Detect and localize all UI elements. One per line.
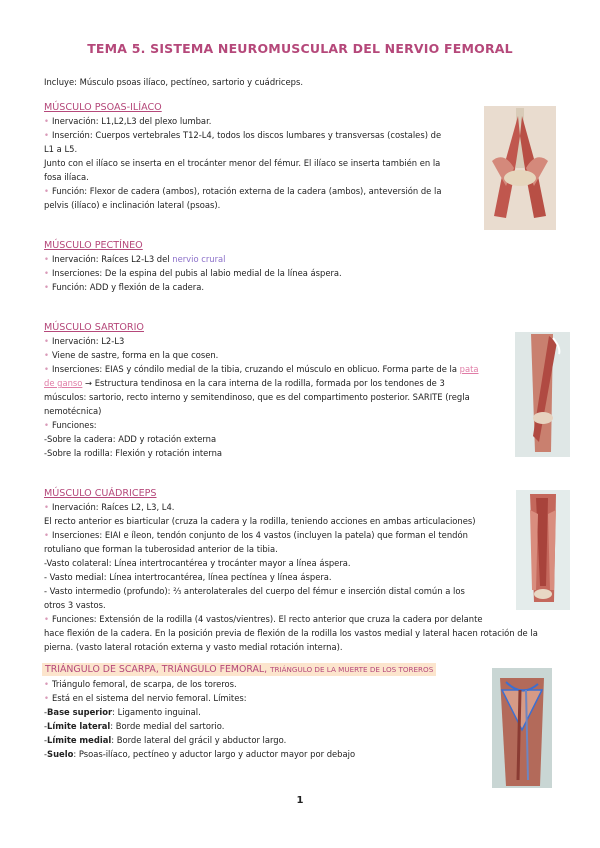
pectineo-line — [44, 281, 204, 294]
sartorio-line: nemotécnica) — [44, 406, 102, 416]
nervio-crural-link[interactable]: nervio crural — [172, 254, 226, 264]
bullet-icon: • — [44, 364, 49, 374]
bullet-icon: • — [44, 614, 49, 624]
scarpa-text: Está en el sistema del nervio femoral. Límites: — [51, 693, 247, 703]
scarpa-text: : Borde lateral del grácil y abductor largo. — [111, 735, 287, 745]
section-heading-scarpa — [42, 663, 436, 676]
psoas-text: Función: Flexor de cadera (ambos), rotación externa de la cadera (ambos), anteversión de la — [51, 186, 442, 196]
scarpa-label: Límite medial — [47, 735, 112, 745]
psoas-line: fosa ilíaca. — [44, 172, 89, 182]
cuadriceps-line: -Vasto colateral: Línea intertrocantérea y trocánter mayor a línea áspera. — [44, 558, 351, 568]
bullet-icon: • — [44, 420, 49, 430]
cuadriceps-line: rotuliano que forman la tuberosidad anterior de la tibia. — [44, 544, 278, 554]
psoas-text: Inserción: Cuerpos vertebrales T12-L4, todos los discos lumbares y transversas (costales) de — [51, 130, 442, 140]
sartorio-line — [44, 419, 97, 432]
psoas-line: Junto con el ilíaco se inserta en el trocánter menor del fémur. El ilíaco se inserta también en la — [44, 158, 441, 168]
bullet-icon: • — [44, 116, 49, 126]
sartorio-line — [44, 377, 445, 390]
bullet-icon: • — [44, 186, 49, 196]
psoas-line — [44, 129, 441, 142]
cuadriceps-text: Inervación: Raíces L2, L3, L4. — [51, 502, 175, 512]
scarpa-text: : Psoas-ilíaco, pectíneo y aductor largo y aductor mayor por debajo — [73, 749, 356, 759]
psoas-line — [44, 115, 211, 128]
cuadriceps-line: - Vasto intermedio (profundo): ⅔ anterolaterales del cuerpo del fémur e inserción distal común a los — [44, 586, 465, 596]
sartorio-text: Viene de sastre, forma en la que cosen. — [51, 350, 219, 360]
scarpa-label: Base superior — [47, 707, 113, 717]
sartorio-text: → Estructura tendinosa en la cara interna de la rodilla, formada por los tendones de 3 — [82, 378, 445, 388]
bullet-icon: • — [44, 254, 49, 264]
pectineo-line — [44, 253, 226, 266]
psoas-line — [44, 185, 441, 198]
sartorio-line — [44, 349, 218, 362]
cuadriceps-line — [44, 501, 174, 514]
sartorio-text: Inserciones: EIAS y cóndilo medial de la tibia, cruzando el músculo en oblicuo. Forma parte de la — [51, 364, 460, 374]
scarpa-label: Suelo — [47, 749, 74, 759]
scarpa-line — [44, 678, 237, 691]
section-heading-cuadriceps: MÚSCULO CUÁDRICEPS — [44, 488, 157, 499]
scarpa-text: Triángulo femoral, de scarpa, de los toreros. — [51, 679, 237, 689]
bullet-icon: • — [44, 693, 49, 703]
scarpa-line: -Límite lateral: Borde medial del sartorio. — [44, 721, 225, 731]
cuadriceps-line: otros 3 vastos. — [44, 600, 106, 610]
pectineo-text: Inserciones: De la espina del pubis al labio medial de la línea áspera. — [51, 268, 342, 278]
pectineo-text: Inervación: Raíces L2-L3 del — [51, 254, 173, 264]
sartorio-text: Funciones: — [51, 420, 97, 430]
sartorio-text: Inervación: L2-L3 — [51, 336, 125, 346]
bullet-icon: • — [44, 679, 49, 689]
section-heading-psoas: MÚSCULO PSOAS-ILÍACO — [44, 102, 162, 113]
psoas-line: L1 a L5. — [44, 144, 78, 154]
sartorio-anatomy-image — [515, 332, 570, 457]
scarpa-line: -Base superior: Ligamento inguinal. — [44, 707, 201, 717]
pectineo-text: Función: ADD y flexión de la cadera. — [51, 282, 205, 292]
bullet-icon: • — [44, 130, 49, 140]
page-number: 1 — [296, 795, 304, 806]
scarpa-heading-subtext: TRIÁNGULO DE LA MUERTE DE LOS TOREROS — [270, 665, 434, 674]
sartorio-line — [44, 335, 124, 348]
scarpa-text: : Ligamento inguinal. — [112, 707, 201, 717]
sartorio-line — [44, 363, 479, 376]
pectineo-line — [44, 267, 342, 280]
section-heading-pectineo: MÚSCULO PECTÍNEO — [44, 240, 143, 251]
psoas-anatomy-image — [484, 106, 556, 230]
intro-text: Incluye: Músculo psoas ilíaco, pectíneo, sartorio y cuádriceps. — [44, 77, 304, 87]
cuadriceps-line — [44, 529, 468, 542]
scarpa-label: Límite lateral — [47, 721, 111, 731]
bullet-icon: • — [44, 282, 49, 292]
bullet-icon: • — [44, 502, 49, 512]
pata-de-ganso-link[interactable]: de ganso — [44, 378, 83, 388]
cuadriceps-line: pierna. (vasto lateral rotación externa y vasto medial rotación interna). — [44, 642, 343, 652]
scarpa-heading-text: TRIÁNGULO DE SCARPA, TRIÁNGULO FEMORAL, — [45, 664, 271, 675]
pata-de-ganso-link[interactable]: pata — [459, 364, 479, 374]
cuadriceps-text: Inserciones: EIAI e íleon, tendón conjunto de los 4 vastos (incluyen la patela) que forman el tendón — [51, 530, 468, 540]
sartorio-line: músculos: sartorio, recto interno y semitendinoso, que es del compartimento posterior. SARITE (regla — [44, 392, 470, 402]
bullet-icon: • — [44, 336, 49, 346]
cuadriceps-text: Funciones: Extensión de la rodilla (4 vastos/vientres). El recto anterior que cruza la cadera por delante — [51, 614, 483, 624]
cuadriceps-line: hace flexión de la cadera. En la posición previa de flexión de la rodilla los vastos medial y lateral hacen rotación de la — [44, 628, 538, 638]
page-title: TEMA 5. SISTEMA NEUROMUSCULAR DEL NERVIO FEMORAL — [87, 41, 513, 56]
bullet-icon: • — [44, 268, 49, 278]
psoas-line: pelvis (ilíaco) e inclinación lateral (psoas). — [44, 200, 221, 210]
cuadriceps-anatomy-image — [516, 490, 570, 610]
cuadriceps-line: El recto anterior es biarticular (cruza la cadera y la rodilla, teniendo acciones en ambas articulaciones) — [44, 516, 476, 526]
cuadriceps-line: - Vasto medial: Línea intertrocantérea, línea pectínea y línea áspera. — [44, 572, 332, 582]
scarpa-anatomy-image — [492, 668, 552, 788]
scarpa-line — [44, 692, 247, 705]
bullet-icon: • — [44, 350, 49, 360]
scarpa-line: -Límite medial: Borde lateral del grácil y abductor largo. — [44, 735, 287, 745]
section-heading-sartorio: MÚSCULO SARTORIO — [44, 322, 144, 333]
bullet-icon: • — [44, 530, 49, 540]
cuadriceps-line — [44, 613, 483, 626]
sartorio-line: -Sobre la rodilla: Flexión y rotación interna — [44, 448, 223, 458]
psoas-text: Inervación: L1,L2,L3 del plexo lumbar. — [51, 116, 212, 126]
sartorio-line: -Sobre la cadera: ADD y rotación externa — [44, 434, 217, 444]
scarpa-line: -Suelo: Psoas-ilíaco, pectíneo y aductor largo y aductor mayor por debajo — [44, 749, 356, 759]
scarpa-text: : Borde medial del sartorio. — [110, 721, 225, 731]
